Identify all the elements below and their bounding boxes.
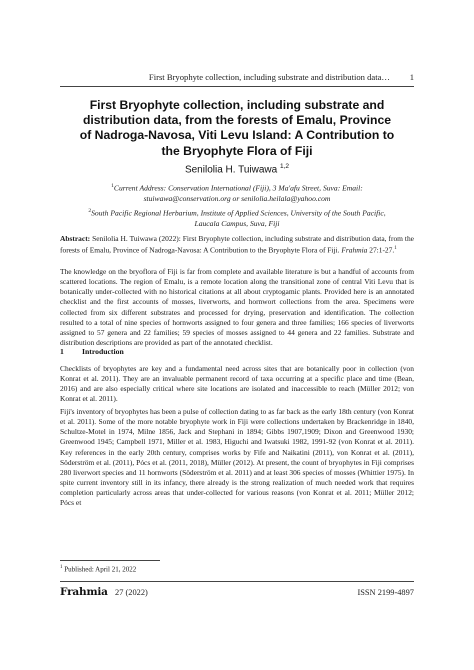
abstract-text: Senilolia H. Tuiwawa (2022): First Bryophyte collection, including substrate and distribution data, from the forests of Emalu, Province of Nadroga-Navosa: A Contribution to the Bryophyte Flora of Fiji.: [60, 234, 414, 255]
article-title: First Bryophyte collection, including substrate and distribution data, from the forests of Emalu, Province of Nadroga-Navosa, Viti Levu Island: A Contribution to the Bryophyte Flora of Fiji: [79, 98, 395, 158]
footnote-text: Published: April 21, 2022: [62, 565, 137, 574]
issn-label: ISSN 2199-4897: [357, 588, 414, 597]
abstract-label: Abstract:: [60, 234, 91, 243]
affiliation-marker: 2: [88, 208, 92, 214]
affiliation-line: stuiwawa@conservation.org or senilolia.heilala@yahoo.com: [143, 193, 331, 203]
section-heading: [60, 347, 124, 356]
affiliation-line: Laucala Campus, Suva, Fiji: [194, 218, 280, 228]
footnote-marker: 1: [394, 246, 397, 252]
footnote-rule: [60, 560, 160, 561]
header-rule: [60, 86, 414, 87]
summary-paragraph: The knowledge on the bryoflora of Fiji is far from complete and available literature is but a handful of accounts from scattered locations. The region of Emalu, is a remote location along the transitional zone of central Viti Levu that is botanically under-collected with no historical citations at all about cryptogamic plants. Provided here is an annotated checklist and the first accounts of mosses, liverworts, and hornwort collections from the area. Specimens were collected from six different substrates and processed for drying, preservation and identification. The collection resulted to a total of nine species of hornworts assigned to four genera and three families; 166 species of liverworts assigned to 57 genera and 22 families; 59 species of mosses assigned to 44 genera and 22 families. Substrate and distribution descriptions are provided as part of the annotated checklist.: [60, 267, 414, 348]
journal-logo: Frahmia: [60, 586, 108, 598]
section-number: 1: [60, 347, 64, 356]
author-name: Senilolia H. Tuiwawa: [184, 164, 278, 176]
footnote: [60, 565, 136, 573]
abstract-citation: 27:1-27.: [367, 245, 395, 255]
affiliation-marker: 1: [111, 183, 114, 189]
affiliation-2: [78, 206, 396, 229]
journal-name: Frahmia: [341, 245, 368, 255]
affiliation-line: Current Address: Conservation International (Fiji), 3 Ma'afu Street, Suva: Email:: [113, 183, 363, 193]
abstract: [60, 234, 414, 256]
footnote-number: 1: [60, 565, 63, 570]
affiliation-line: South Pacific Regional Herbarium, Institute of Applied Sciences, University of the South Pacific,: [91, 208, 386, 218]
affiliation-1: [78, 181, 396, 204]
author-superscript: 1,2: [280, 163, 290, 170]
running-header: [60, 72, 414, 84]
intro-paragraph: Checklists of bryophytes are key and a fundamental need across sites that are botanically poor in collection (von Konrat et al. 2011). They are an invaluable permanent record of taxa occurring at a specific place and time (Bean, 2016) and are also especially critical where site locations are isolated and inaccessible to reach (Müller 2012; von Konrat et al. 2011).: [60, 364, 414, 404]
page-number: 1: [409, 72, 414, 82]
running-title: First Bryophyte collection, including substrate and distribution data…: [148, 72, 390, 82]
footer-rule: [60, 581, 414, 582]
section-title: Introduction: [82, 347, 124, 356]
volume-label: 27 (2022): [115, 588, 148, 597]
intro-paragraph: Fiji's inventory of bryophytes has been a pulse of collection dating to as far back as the early 18th century (von Konrat et al. 2011). Some of the more notable bryophyte work in Fiji were collections undertaken by Brackenridge in 1840, Schultze-Motel in 1974, Milne 1856, Jack and Stephani in 1894; Gibbs 1907,1909; Dixon and Greenwood 1930; Greenwood 1945; Campbell 1971, Miller et al. 1983, Higuchi and Iwatsuki 1982, 1991-92 (von Konrat et al. 2011). Key references in the early 20th century, comprises works by Fife and Naikatini (2011), von Konrat et al. (2011), Söderström et al. (2011), Pócs et al. (2011, 2018), Müller (2012). At present, the count of bryophytes in Fiji comprises 280 liverwort species and 11 hornworts (Söderström et al. 2011) and at least 306 species of mosses (Whittier 1975). In spite current inventory still in its infancy, there already is the strong realization of much needed work that requires completion particularly across areas that under-collected for various reasons (von Konrat et al. 2011; Müller 2012; Pócs et: [60, 407, 414, 508]
author-line: [60, 163, 414, 175]
